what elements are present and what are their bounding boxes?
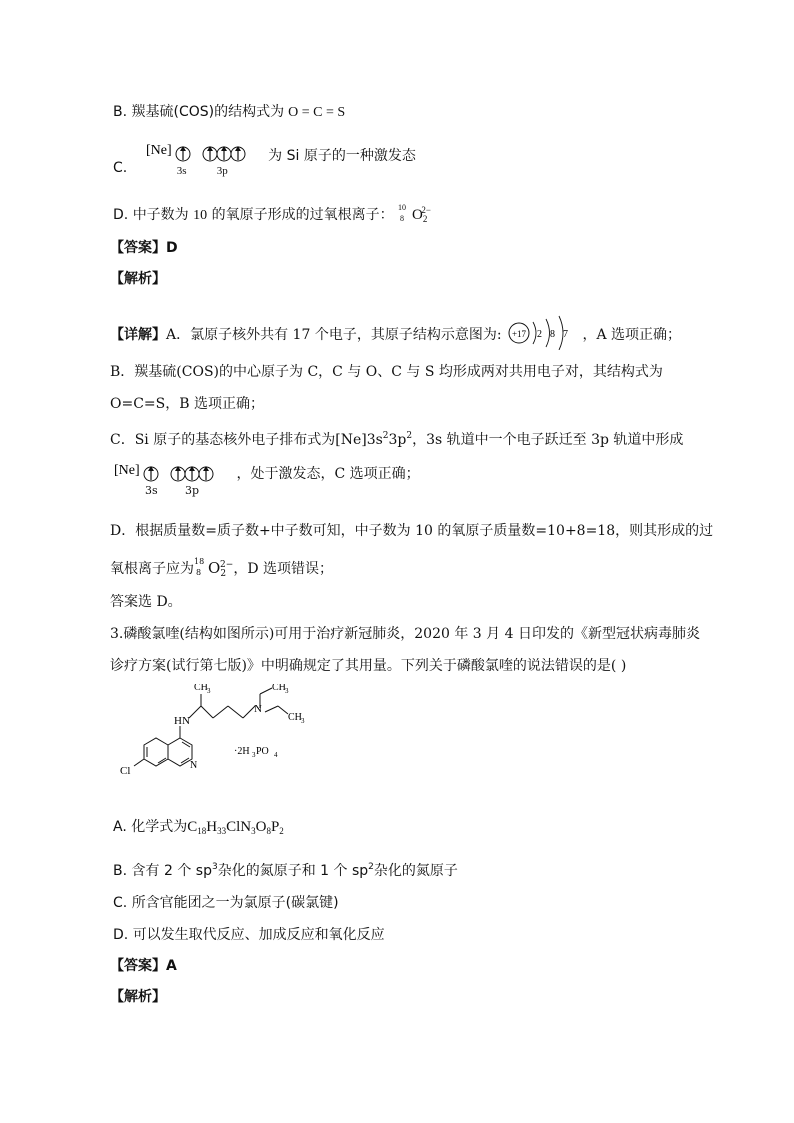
answer-value: D xyxy=(166,240,178,256)
detail-text: D．根据质量数=质子数+中子数可知，中子数为 10 的氧原子质量数=10+8=18，则其形成的过 xyxy=(110,523,714,539)
svg-text:Cl: Cl xyxy=(120,765,131,777)
detail-a xyxy=(110,314,681,356)
option-b-3: B. 含有 2 个 $sp^3$杂化的氮原子和 1 个 $sp^2$杂化的氮原子 xyxy=(113,862,458,879)
nuclide-symbol: 10 8 xyxy=(398,203,407,223)
option-label: C. xyxy=(113,160,128,176)
question-text: 3.磷酸氯喹(结构如图所示)可用于治疗新冠肺炎，2020 年 3 月 4 日印发的《新型冠状病毒肺炎 xyxy=(110,626,700,642)
svg-text:CH: CH xyxy=(272,684,286,693)
orbital-3p-label: 3p xyxy=(185,484,200,497)
orbital-diagram-icon xyxy=(146,140,264,176)
detail-b-line2 xyxy=(110,394,264,414)
detail-b-line1 xyxy=(110,362,663,382)
svg-text:N: N xyxy=(254,703,262,715)
detail-text: O=C=S，B 选项正确； xyxy=(110,396,264,412)
svg-text:PO: PO xyxy=(256,746,269,757)
ion-subscript: 2 xyxy=(422,214,428,224)
option-text: 可以发生取代反应、加成反应和氧化反应 xyxy=(132,927,385,943)
conclusion-text: 答案选 D。 xyxy=(110,594,182,610)
detail-text: B．羰基硫(COS)的中心原子为 C，C 与 O、C 与 S 均形成两对共用电子对，其结构式为 xyxy=(110,364,663,380)
option-label: B. xyxy=(113,863,128,879)
structural-formula: O = C = S xyxy=(288,105,346,120)
question-3-line2 xyxy=(110,656,626,676)
ion-charge: 2− xyxy=(421,205,431,215)
answer-1 xyxy=(110,238,178,258)
svg-text:4: 4 xyxy=(274,751,278,759)
option-label: D. xyxy=(113,927,129,943)
nucleus-charge-text: +17 xyxy=(511,329,527,339)
svg-text:3: 3 xyxy=(252,751,256,759)
svg-text:3: 3 xyxy=(285,687,289,695)
detail-d-line2: 氧根离子应为 18 8 $O_2^{2-}$，D 选项错误； xyxy=(110,557,334,579)
ion-symbol: O xyxy=(412,207,423,223)
chemical-formula: $C_{18}H_{33}ClN_3O_8P_2$ xyxy=(187,819,284,836)
orbital-3s-label: 3s xyxy=(145,484,158,497)
ne-core-text: [Ne] xyxy=(145,143,172,158)
detail-c-line1: C．Si 原子的基态核外电子排布式为$[Ne]3s^23p^2$，3s 轨道中一个电子跃迁至 3p 轨道中形成 xyxy=(110,431,684,448)
option-label: A. xyxy=(113,819,127,835)
svg-text:·2H: ·2H xyxy=(234,746,250,757)
orbital-3p-label: 3p xyxy=(216,165,228,177)
svg-text:3: 3 xyxy=(207,687,211,695)
svg-text:HN: HN xyxy=(174,715,190,727)
svg-text:CH: CH xyxy=(194,684,208,693)
answer-3 xyxy=(110,956,177,976)
svg-text:3: 3 xyxy=(301,717,305,725)
option-text: 为 Si 原子的一种激发态 xyxy=(268,148,416,164)
orbital-3s-label: 3s xyxy=(176,165,187,177)
neutron-number: 10 xyxy=(193,208,208,223)
detail-text: ，A 选项正确； xyxy=(582,327,682,343)
shell-2-count: 8 xyxy=(550,329,555,340)
answer-tag: 【答案】 xyxy=(110,958,166,974)
option-d-3 xyxy=(113,925,385,945)
analysis-tag: 【解析】 xyxy=(110,989,166,1005)
option-b-1 xyxy=(113,102,345,123)
option-text: 羰基硫(COS)的结构式为 xyxy=(131,104,285,120)
option-d-1 xyxy=(113,200,431,229)
detail-d-line1 xyxy=(110,521,713,541)
answer-tag: 【答案】 xyxy=(110,240,166,256)
chloroquine-structure-icon xyxy=(110,684,340,798)
conclusion xyxy=(110,592,182,612)
question-3-line1 xyxy=(110,624,700,644)
question-text: 诊疗方案(试行第七版)》中明确规定了其用量。下列关于磷酸氯喹的说法错误的是( ) xyxy=(110,658,627,674)
option-text: 所含官能团之一为氯原子(碳氯键) xyxy=(131,895,339,911)
analysis-3 xyxy=(110,987,166,1007)
analysis-tag: 【解析】 xyxy=(110,271,166,287)
option-label: C. xyxy=(113,895,128,911)
option-text: 化学式为 xyxy=(131,819,188,835)
option-text: 中子数为 xyxy=(132,207,189,223)
option-a-3 xyxy=(113,817,284,841)
analysis-1 xyxy=(110,269,166,289)
answer-value: A xyxy=(166,958,177,974)
orbital-diagram-icon xyxy=(114,460,232,496)
atom-structure-icon xyxy=(506,314,578,356)
svg-text:[Ne]: [Ne] xyxy=(114,463,140,478)
shell-1-count: 2 xyxy=(537,329,542,340)
detail-text: ，处于激发态，C 选项正确； xyxy=(236,466,420,482)
svg-text:N: N xyxy=(190,760,198,771)
svg-text:CH: CH xyxy=(288,712,302,723)
option-text: 的氧原子形成的过氧根离子： xyxy=(211,207,394,223)
shell-3-count: 7 xyxy=(563,329,568,340)
detail-text: A．氯原子核外共有 17 个电子，其原子结构示意图为: xyxy=(166,327,502,343)
option-label: B. xyxy=(113,104,128,120)
detail-tag: 【详解】 xyxy=(110,327,166,343)
detail-c-line2 xyxy=(114,460,420,496)
option-c-3 xyxy=(113,893,339,913)
option-label: D. xyxy=(113,207,129,223)
nuclide-symbol: 18 8 xyxy=(194,557,205,577)
option-c-1 xyxy=(113,140,416,177)
